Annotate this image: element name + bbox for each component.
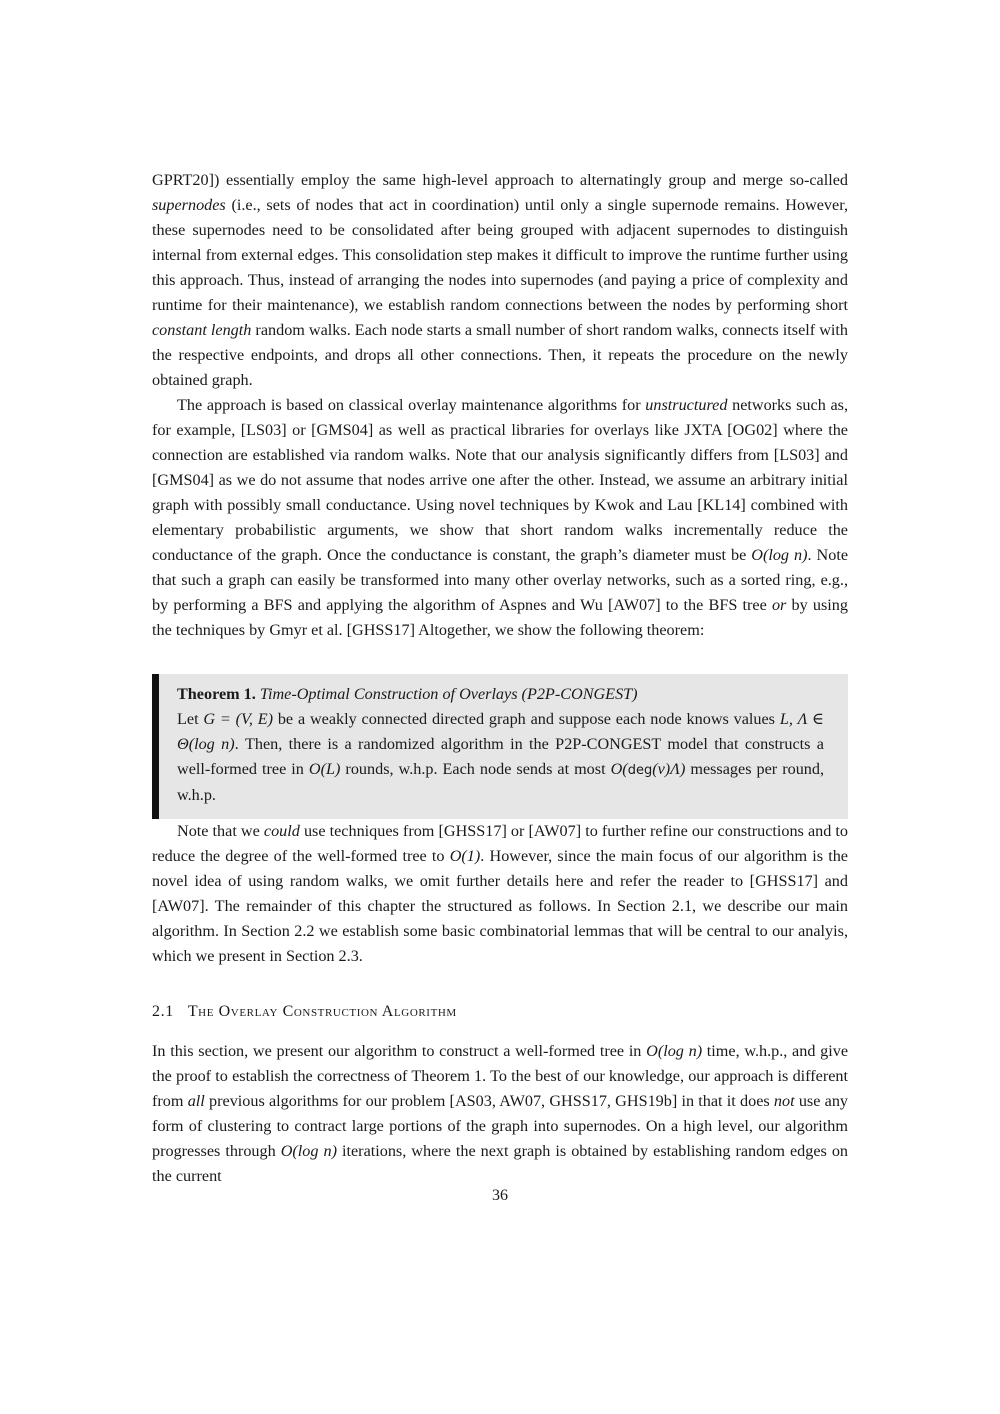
paragraph-section-intro bbox=[152, 1039, 848, 1189]
page-body bbox=[152, 168, 848, 1189]
paragraph-intro-continued bbox=[152, 168, 848, 393]
section-number: 2.1 bbox=[152, 1003, 174, 1020]
text-run: . Then, there is a randomized algorithm in the P2P-CONGEST model that constructs a well-formed tree in bbox=[177, 735, 824, 778]
text-run: . However, since the main focus of our algorithm is the novel idea of using random walks, we omit further details here and refer the reader to [GHSS17] and [AW07]. The remainder of this chapter the structured as follows. In Section 2.1, we describe our main algorithm. In Section 2.2 we establish some basic combinatorial lemmas that will be central to our analyis, which we present in Section 2.3. bbox=[152, 847, 848, 965]
text-run: use techniques from [GHSS17] or [AW07] to further refine our constructions and to reduce the degree of the well-formed tree to bbox=[152, 822, 848, 865]
text-run: use any form of clustering to contract large portions of the graph into supernodes. On a high level, our algorithm progresses through bbox=[152, 1092, 849, 1160]
emphasis-text: all bbox=[187, 1092, 205, 1110]
emphasis-text: or bbox=[771, 596, 787, 614]
text-run: by using the techniques by Gmyr et al. [GHSS17] Altogether, we show the following theorem: bbox=[152, 596, 848, 639]
theorem-heading bbox=[177, 682, 824, 707]
emphasis-text: supernodes bbox=[152, 196, 226, 214]
text-run: iterations, where the next graph is obtained by establishing random edges on the current bbox=[152, 1142, 849, 1185]
text-run: random walks. Each node starts a small number of short random walks, connects itself with the respective endpoints, and drops all other connections. Then, it repeats the procedure on the newly obtained graph. bbox=[152, 321, 848, 389]
math-inline: G = (V, E) bbox=[203, 710, 274, 728]
math-inline: O(1) bbox=[449, 847, 481, 865]
section-heading bbox=[152, 999, 848, 1024]
text-run: (i.e., sets of nodes that act in coordination) until only a single supernode remains. However, these supernodes need to be consolidated after being grouped with adjacent supernodes to distinguish internal from external edges. This consolidation step makes it difficult to improve the runtime further using this approach. Thus, instead of arranging the nodes into supernodes (and paying a price of complexity and runtime for their maintenance), we establish random connections between the nodes by performing short bbox=[152, 196, 848, 314]
text-run: networks such as, for example, [LS03] or [GMS04] as well as practical libraries for overlays like JXTA [OG02] where the connection are established via random walks. Note that our analysis significantly differs from [LS03] and [GMS04] as we do not assume that nodes arrive one after the other. Instead, we assume an arbitrary initial graph with possibly small conductance. Using novel techniques by Kwok and Lau [KL14] combined with elementary probabilistic arguments, we show that short random walks incrementally reduce the conductance of the graph. Once the conductance is constant, the graph’s diameter must be bbox=[152, 396, 848, 564]
page-number: 36 bbox=[492, 1187, 508, 1204]
math-inline: O(log n) bbox=[280, 1142, 337, 1160]
math-inline: O( bbox=[610, 760, 628, 778]
theorem-statement bbox=[177, 707, 824, 808]
emphasis-text: unstructured bbox=[645, 396, 728, 414]
text-run: GPRT20]) essentially employ the same high-level approach to alternatingly group and merge so-called bbox=[152, 171, 848, 189]
text-run: Note that we bbox=[177, 822, 264, 840]
emphasis-text: not bbox=[773, 1092, 795, 1110]
math-inline: L, Λ ∈ Θ(log n) bbox=[177, 710, 824, 753]
section-title: The Overlay Construction Algorithm bbox=[187, 1003, 457, 1020]
text-run: . Note that such a graph can easily be transformed into many other overlay networks, such as a sorted ring, e.g., by performing a BFS and applying the algorithm of Aspnes and Wu [AW07] to the BFS tree bbox=[152, 546, 848, 614]
math-inline: O(log n) bbox=[751, 546, 808, 564]
text-run: rounds, w.h.p. Each node sends at most bbox=[340, 760, 611, 778]
text-run: In this section, we present our algorithm to construct a well-formed tree in bbox=[152, 1042, 647, 1060]
text-run: time, w.h.p., and give the proof to establish the correctness of Theorem 1. To the best of our knowledge, our approach is different from bbox=[152, 1042, 849, 1110]
paragraph-approach bbox=[152, 393, 848, 643]
text-run: previous algorithms for our problem [AS03, AW07, GHSS17, GHS19b] in that it does bbox=[204, 1092, 774, 1110]
theorem-box bbox=[152, 674, 848, 819]
text-run: Let bbox=[177, 710, 204, 728]
math-inline: (v)Λ) bbox=[652, 760, 686, 778]
text-run: The approach is based on classical overlay maintenance algorithms for bbox=[177, 396, 646, 414]
text-run: be a weakly connected directed graph and suppose each node knows values bbox=[273, 710, 780, 728]
math-inline: O(log n) bbox=[646, 1042, 703, 1060]
emphasis-text: constant length bbox=[152, 321, 252, 339]
emphasis-text: could bbox=[263, 822, 300, 840]
text-run: messages per round, w.h.p. bbox=[177, 760, 825, 804]
paragraph-remark bbox=[152, 819, 848, 969]
math-inline: O(L) bbox=[308, 760, 341, 778]
math-operator-deg: deg bbox=[627, 763, 653, 778]
theorem-label: Theorem 1. bbox=[177, 685, 256, 703]
theorem-title: Time-Optimal Construction of Overlays (P2P-CONGEST) bbox=[259, 685, 638, 703]
